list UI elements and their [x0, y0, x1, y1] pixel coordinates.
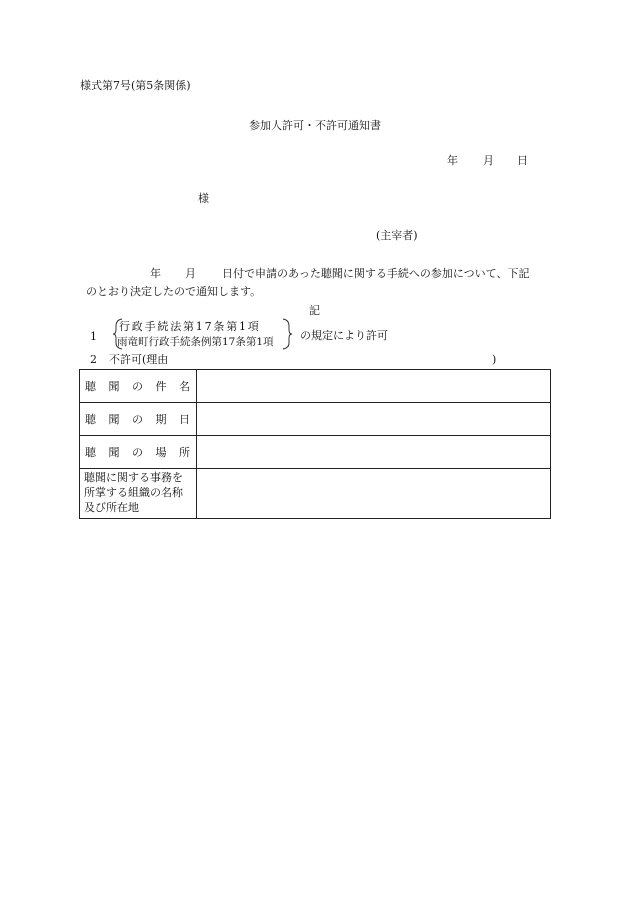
body-text-1: 日付で申請のあった聴聞に関する手続への参加について、下記: [222, 267, 530, 280]
value-hearing-place[interactable]: [197, 436, 551, 469]
table-row: [80, 436, 551, 469]
label-hearing-place: 聴 聞 の 場 所: [80, 436, 197, 469]
document-title: 参加人許可・不許可通知書: [249, 119, 381, 132]
law-reference-2: 雨竜町行政手続条例第17条第1項: [117, 336, 274, 348]
label-hearing-subject: 聴 聞 の 件 名: [80, 370, 197, 403]
table-row: [80, 370, 551, 403]
value-hearing-date[interactable]: [197, 403, 551, 436]
body-line-2: のとおり決定したので通知します。: [86, 285, 262, 298]
date-month-label: 月: [483, 154, 494, 167]
item1-number: 1: [90, 330, 97, 343]
table-row: [80, 469, 551, 519]
table-row: [80, 403, 551, 436]
date-year-label: 年: [447, 154, 458, 167]
body-month: 月: [185, 267, 196, 280]
addressee-suffix: 様: [198, 192, 209, 205]
value-hearing-subject[interactable]: [197, 370, 551, 403]
body-line-1: [80, 268, 529, 279]
law-reference-1: 行政手続法第17条第1項: [119, 320, 261, 333]
item1-text: の規定により許可: [300, 329, 388, 342]
label-organization: 聴聞に関する事務を所掌する組織の名称及び所在地: [80, 469, 197, 519]
notice-heading: 記: [309, 304, 320, 317]
body-year: 年: [150, 267, 161, 280]
form-number: 様式第7号(第5条関係): [80, 79, 191, 92]
hearing-info-table: [79, 369, 551, 519]
label-hearing-date: 聴 聞 の 期 日: [80, 403, 197, 436]
item2-text: 不許可(理由: [109, 353, 169, 366]
date-day-label: 日: [517, 154, 528, 167]
item2-number: 2: [90, 353, 97, 366]
organizer-label: (主宰者): [376, 229, 418, 242]
value-organization[interactable]: [197, 469, 551, 519]
item2-close-paren: ): [492, 353, 497, 366]
